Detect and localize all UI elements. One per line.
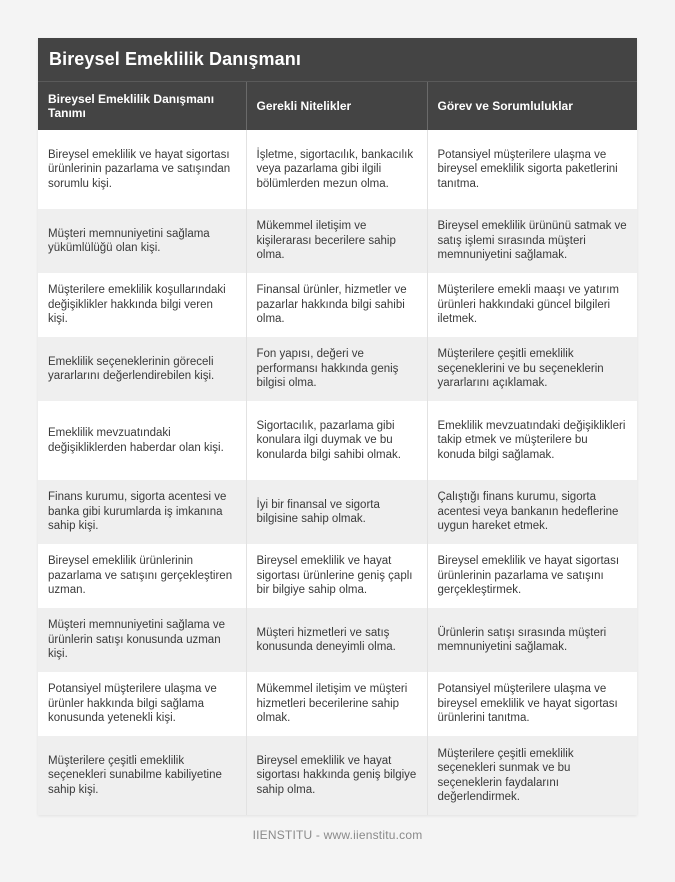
column-header-qualifications: Gerekli Nitelikler — [246, 82, 427, 130]
cell-responsibilities: Müşterilere emekli maaşı ve yatırım ürünleri hakkındaki güncel bilgileri iletmek. — [427, 273, 637, 337]
cell-definition: Müşterilere çeşitli emeklilik seçenekleri sunabilme kabiliyetine sahip kişi. — [38, 736, 246, 815]
cell-responsibilities: Potansiyel müşterilere ulaşma ve bireysel emeklilik ve hayat sigortası ürünlerini tanıtma. — [427, 672, 637, 736]
cell-definition: Emeklilik mevzuatındaki değişikliklerden haberdar olan kişi. — [38, 401, 246, 480]
cell-definition: Müşteri memnuniyetini sağlama ve ürünlerin satışı konusunda uzman kişi. — [38, 608, 246, 672]
table-row — [38, 209, 637, 273]
column-header-definition: Bireysel Emeklilik Danışmanı Tanımı — [38, 82, 246, 130]
table-body — [38, 130, 637, 815]
column-header-responsibilities: Görev ve Sorumluluklar — [427, 82, 637, 130]
cell-qualifications: İşletme, sigortacılık, bankacılık veya pazarlama gibi ilgili bölümlerden mezun olma. — [246, 130, 427, 209]
cell-responsibilities: Bireysel emeklilik ve hayat sigortası ürünlerinin pazarlama ve satışını gerçekleştirmek. — [427, 544, 637, 608]
cell-qualifications: Bireysel emeklilik ve hayat sigortası hakkında geniş bilgiye sahip olma. — [246, 736, 427, 815]
cell-responsibilities: Potansiyel müşterilere ulaşma ve bireysel emeklilik sigorta paketlerini tanıtma. — [427, 130, 637, 209]
cell-qualifications: Fon yapısı, değeri ve performansı hakkında geniş bilgisi olma. — [246, 337, 427, 401]
table-row — [38, 337, 637, 401]
cell-definition: Müşteri memnuniyetini sağlama yükümlülüğü olan kişi. — [38, 209, 246, 273]
cell-definition: Bireysel emeklilik ve hayat sigortası ürünlerinin pazarlama ve satışından sorumlu kişi. — [38, 130, 246, 209]
cell-qualifications: Mükemmel iletişim ve kişilerarası becerilere sahip olma. — [246, 209, 427, 273]
job-table — [38, 82, 637, 815]
footer-credit: IIENSTITU - www.iienstitu.com — [252, 828, 423, 842]
table-row — [38, 401, 637, 480]
cell-definition: Emeklilik seçeneklerinin göreceli yararlarını değerlendirebilen kişi. — [38, 337, 246, 401]
table-row — [38, 544, 637, 608]
table-row — [38, 608, 637, 672]
cell-definition: Finans kurumu, sigorta acentesi ve banka gibi kurumlarda iş imkanına sahip kişi. — [38, 480, 246, 544]
table-row — [38, 480, 637, 544]
table-row — [38, 736, 637, 815]
table-row — [38, 672, 637, 736]
cell-responsibilities: Emeklilik mevzuatındaki değişiklikleri takip etmek ve müşterilere bu konuda bilgi sağlamak. — [427, 401, 637, 480]
table-row — [38, 273, 637, 337]
cell-definition: Potansiyel müşterilere ulaşma ve ürünler hakkında bilgi sağlama konusunda yetenekli kişi. — [38, 672, 246, 736]
cell-qualifications: Bireysel emeklilik ve hayat sigortası ürünlerine geniş çaplı bir bilgiye sahip olma. — [246, 544, 427, 608]
table-row — [38, 130, 637, 209]
cell-definition: Bireysel emeklilik ürünlerinin pazarlama ve satışını gerçekleştiren uzman. — [38, 544, 246, 608]
cell-responsibilities: Müşterilere çeşitli emeklilik seçenekleri sunmak ve bu seçeneklerin faydalarını değerlendirmek. — [427, 736, 637, 815]
cell-responsibilities: Ürünlerin satışı sırasında müşteri memnuniyetini sağlamak. — [427, 608, 637, 672]
cell-qualifications: Mükemmel iletişim ve müşteri hizmetleri becerilerine sahip olmak. — [246, 672, 427, 736]
cell-qualifications: Müşteri hizmetleri ve satış konusunda deneyimli olma. — [246, 608, 427, 672]
cell-definition: Müşterilere emeklilik koşullarındaki değişiklikler hakkında bilgi veren kişi. — [38, 273, 246, 337]
cell-responsibilities: Bireysel emeklilik ürününü satmak ve satış işlemi sırasında müşteri memnuniyetini sağlamak. — [427, 209, 637, 273]
cell-qualifications: İyi bir finansal ve sigorta bilgisine sahip olmak. — [246, 480, 427, 544]
cell-qualifications: Finansal ürünler, hizmetler ve pazarlar hakkında bilgi sahibi olma. — [246, 273, 427, 337]
table-header-row — [38, 82, 637, 130]
page-title: Bireysel Emeklilik Danışmanı — [38, 38, 637, 82]
content-card — [38, 38, 637, 815]
cell-qualifications: Sigortacılık, pazarlama gibi konulara ilgi duymak ve bu konularda bilgi sahibi olmak. — [246, 401, 427, 480]
cell-responsibilities: Müşterilere çeşitli emeklilik seçeneklerini ve bu seçeneklerin yararlarını açıklamak. — [427, 337, 637, 401]
cell-responsibilities: Çalıştığı finans kurumu, sigorta acentesi veya bankanın hedeflerine uygun hareket etmek. — [427, 480, 637, 544]
